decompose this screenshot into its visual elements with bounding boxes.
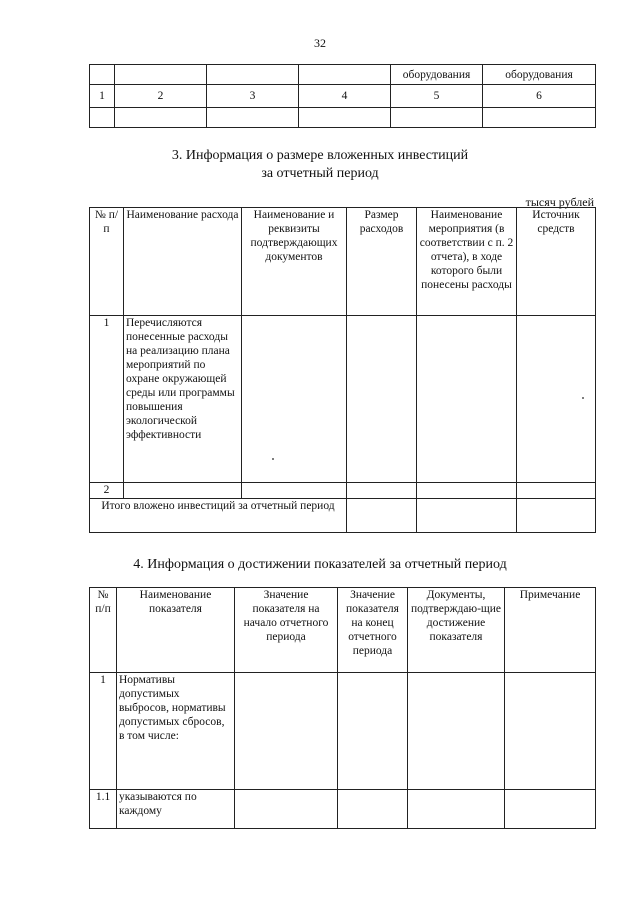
table-cell <box>417 316 517 483</box>
column-header-documents: Документы, подтверждаю-щие достижение показателя <box>408 588 505 673</box>
table-cell <box>483 108 596 128</box>
column-number: 4 <box>299 85 391 108</box>
column-header-documents: Наименование и реквизиты подтверждающих документов <box>242 208 347 316</box>
table-cell <box>347 483 417 499</box>
column-number: 5 <box>391 85 483 108</box>
table-cell <box>408 673 505 790</box>
column-number-row <box>90 85 596 108</box>
table-header-row <box>90 65 596 85</box>
column-header-note: Примечание <box>505 588 596 673</box>
column-number: 6 <box>483 85 596 108</box>
table-cell <box>115 65 207 85</box>
column-header-number: № п/п <box>90 208 124 316</box>
table-header-row <box>90 588 596 673</box>
page-number: 32 <box>314 36 326 50</box>
table-cell <box>115 108 207 128</box>
table-cell <box>417 499 517 533</box>
expense-name-cell <box>124 483 242 499</box>
table-row <box>90 673 596 790</box>
table-cell <box>299 108 391 128</box>
column-header-start-value: Значение показателя на начало отчетного периода <box>235 588 338 673</box>
table-row <box>90 790 596 829</box>
column-header-expense-name: Наименование расхода <box>124 208 242 316</box>
table-row <box>90 316 596 483</box>
table-cell <box>417 483 517 499</box>
indicator-name-cell: указываются по каждому <box>117 790 235 829</box>
column-header-measure: Наименование мероприятия (в соответствии с п. 2 отчета), в ходе которого были понесены расходы <box>417 208 517 316</box>
table-cell: оборудования <box>391 65 483 85</box>
investments-table <box>89 207 596 533</box>
section-3-title-line2: за отчетный период <box>261 166 379 181</box>
table-cell <box>391 108 483 128</box>
table-cell <box>235 790 338 829</box>
table-cell <box>517 483 596 499</box>
section-4-title: 4. Информация о достижении показателей за отчетный период <box>133 557 507 572</box>
equipment-table-continuation <box>89 64 596 128</box>
table-cell <box>338 790 408 829</box>
scan-speck <box>582 397 584 399</box>
table-cell <box>505 673 596 790</box>
row-number: 1 <box>90 316 124 483</box>
table-cell <box>347 316 417 483</box>
table-row <box>90 108 596 128</box>
table-cell <box>408 790 505 829</box>
column-header-end-value: Значение показателя на конец отчетного периода <box>338 588 408 673</box>
column-number: 3 <box>207 85 299 108</box>
indicator-name-cell: Нормативы допустимых выбросов, нормативы допустимых сбросов, в том числе: <box>117 673 235 790</box>
column-header-indicator-name: Наименование показателя <box>117 588 235 673</box>
section-3-title <box>0 147 640 183</box>
table-cell <box>242 316 347 483</box>
column-header-amount: Размер расходов <box>347 208 417 316</box>
column-number: 1 <box>90 85 115 108</box>
row-number: 2 <box>90 483 124 499</box>
row-number: 1.1 <box>90 790 117 829</box>
scan-speck <box>272 458 274 460</box>
row-number: 1 <box>90 673 117 790</box>
table-cell <box>505 790 596 829</box>
table-cell <box>517 316 596 483</box>
expense-name-cell: Перечисляются понесенные расходы на реализацию плана мероприятий по охране окружающей среды или программы повышения экологической эффективности <box>124 316 242 483</box>
table-header-row <box>90 208 596 316</box>
units-label: тысяч рублей <box>525 195 594 209</box>
table-cell <box>207 108 299 128</box>
column-number: 2 <box>115 85 207 108</box>
table-cell <box>235 673 338 790</box>
table-cell <box>338 673 408 790</box>
table-cell <box>90 108 115 128</box>
section-3-title-line1: 3. Информация о размере вложенных инвестиций <box>171 148 469 163</box>
table-cell <box>517 499 596 533</box>
table-cell <box>90 65 115 85</box>
total-row <box>90 499 596 533</box>
column-header-source: Источник средств <box>517 208 596 316</box>
table-cell: оборудования <box>483 65 596 85</box>
table-row <box>90 483 596 499</box>
total-amount-cell <box>347 499 417 533</box>
column-header-number: № п/п <box>90 588 117 673</box>
indicators-table <box>89 587 596 829</box>
table-cell <box>242 483 347 499</box>
total-label: Итого вложено инвестиций за отчетный период <box>90 499 347 533</box>
table-cell <box>207 65 299 85</box>
table-cell <box>299 65 391 85</box>
